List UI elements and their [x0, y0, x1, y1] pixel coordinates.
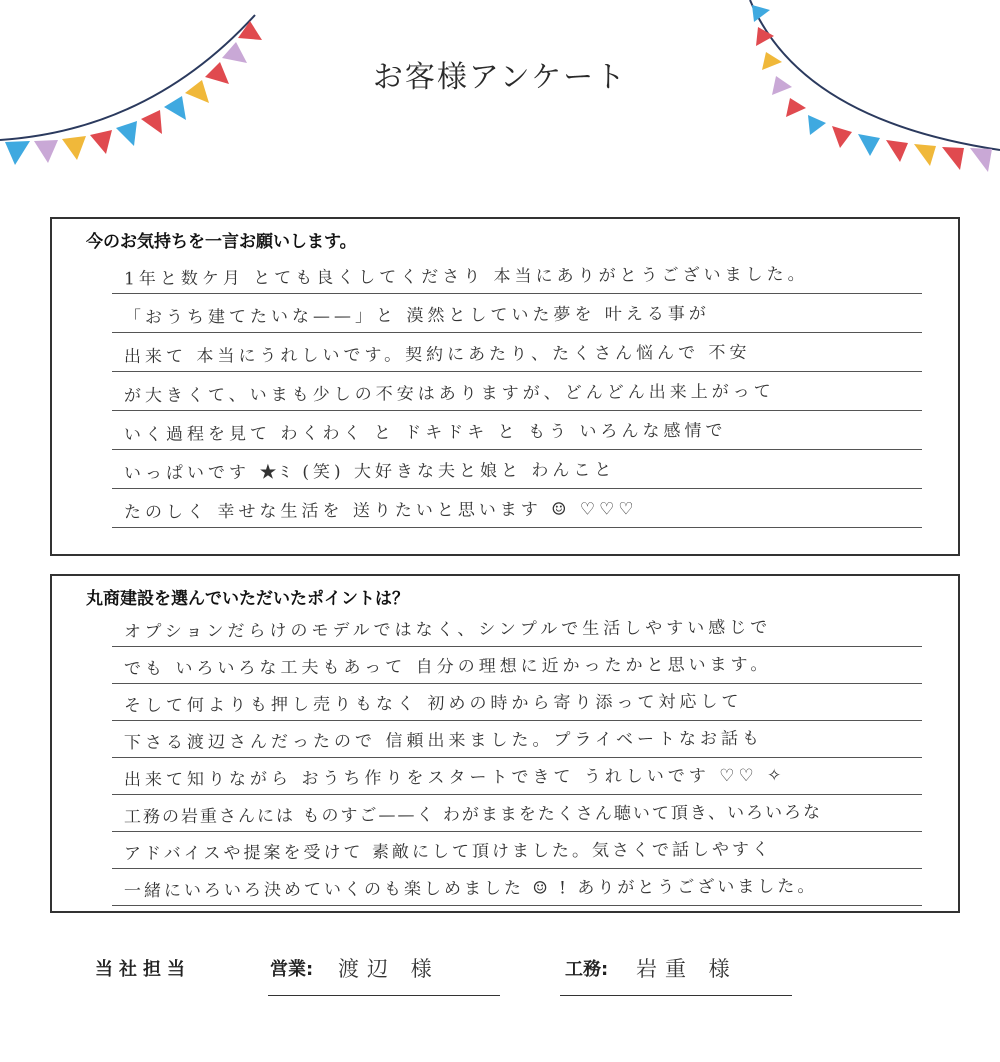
staff-label: 当社担当 — [95, 959, 191, 980]
sales-label: 営業: — [270, 959, 314, 980]
works-underline — [560, 995, 792, 996]
answer-line — [112, 684, 922, 721]
answer-line — [112, 758, 922, 795]
answer-line — [112, 795, 922, 832]
answer-text: 「おうち建てたいな——」と 漠然としていた夢を 叶える事が — [123, 303, 710, 329]
answer-text: 工務の岩重さんには ものすご——く わがままをたくさん聴いて頂き、いろいろな — [123, 802, 823, 828]
answer-text: 出来て 本当にうれしいです。契約にあたり、たくさん悩んで 不安 — [123, 342, 751, 368]
staff-in-charge — [0, 955, 1000, 1015]
reasons-section — [50, 574, 960, 913]
answer-text: でも いろいろな工夫もあって 自分の理想に近かったかと思います。 — [123, 654, 772, 680]
reasons-answer-lines — [112, 610, 922, 906]
answer-line — [112, 869, 922, 906]
answer-text: いっぱいです ★ﾐ (笑) 大好きな夫と娘と わんこと — [123, 460, 616, 484]
answer-line — [112, 647, 922, 684]
answer-text: たのしく 幸せな生活を 送りたいと思います ☺ ♡♡♡ — [123, 499, 638, 523]
answer-line — [112, 411, 922, 450]
feelings-heading: 今のお気持ちを一言お願いします。 — [86, 232, 357, 252]
answer-line — [112, 450, 922, 489]
answer-text: アドバイスや提案を受けて 素敵にして頂けました。気さくで話しやすく — [123, 839, 772, 865]
answer-text: 1年と数ケ月 とても良くしてくださり 本当にありがとうございました。 — [123, 264, 809, 290]
answer-line — [112, 372, 922, 411]
answer-text: 一緒にいろいろ決めていくのも楽しめました ☺ ! ありがとうございました。 — [123, 876, 818, 902]
works-label: 工務: — [565, 959, 609, 980]
answer-line — [112, 832, 922, 869]
answer-line — [112, 610, 922, 647]
answer-line — [112, 255, 922, 294]
answer-text: そして何よりも押し売りもなく 初めの時から寄り添って対応して — [123, 691, 743, 717]
answer-text: 出来て知りながら おうち作りをスタートできて うれしいです ♡♡ ✧ — [123, 765, 786, 791]
answer-text: オプションだらけのモデルではなく、シンプルで生活しやすい感じで — [123, 617, 772, 643]
works-name: 岩重 様 — [636, 957, 738, 981]
answer-line — [112, 333, 922, 372]
sales-name: 渡辺 様 — [338, 957, 440, 981]
answer-text: 下さる渡辺さんだったので 信頼出来ました。プライベートなお話も — [123, 728, 763, 754]
answer-line — [112, 294, 922, 333]
page-title: お客様アンケート — [372, 60, 628, 95]
answer-text: が大きくて、いまも少しの不安はありますが、どんどん出来上がって — [123, 381, 775, 407]
feelings-section — [50, 217, 960, 556]
reasons-heading: 丸商建設を選んでいただいたポイントは？ — [86, 589, 409, 609]
feelings-answer-lines — [112, 255, 922, 528]
answer-line — [112, 489, 922, 528]
answer-text: いく過程を見て わくわく と ドキドキ と もう いろんな感情で — [123, 420, 727, 446]
sales-underline — [268, 995, 500, 996]
answer-line — [112, 721, 922, 758]
